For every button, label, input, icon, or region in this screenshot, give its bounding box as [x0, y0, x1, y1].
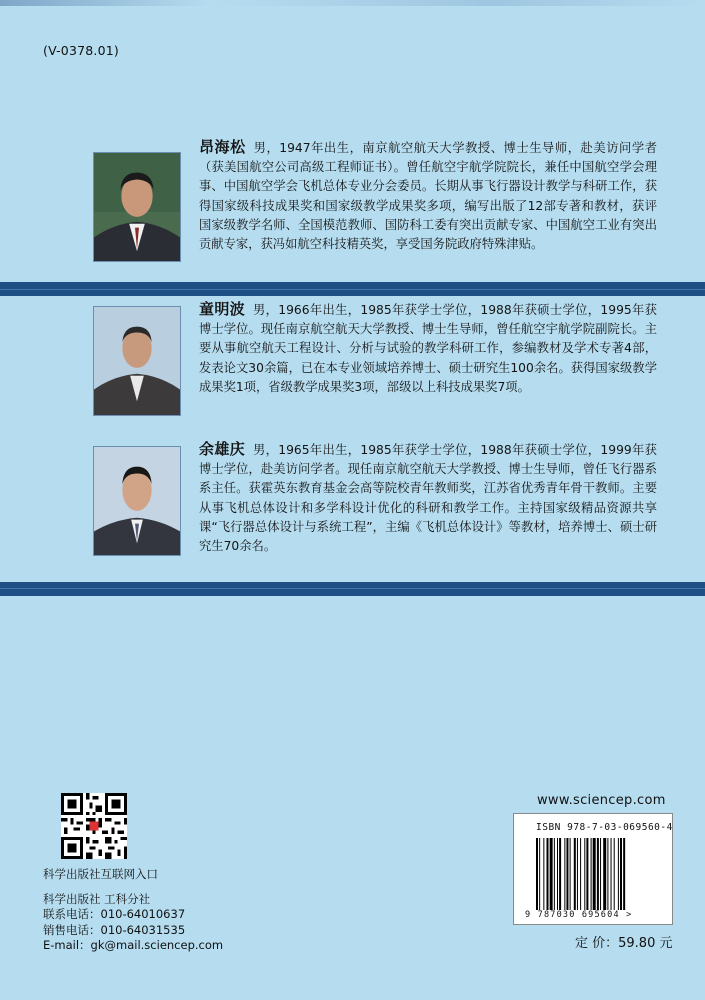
author-text-1: 男，1947年出生，南京航空航天大学教授、博士生导师，赴美访问学者（获美国航空公司高级工程师证书）。曾任航空宇航学院院长，兼任中国航空学会理事、中国航空学会飞机总体专业分会委员。长期从事飞行器设计教学与科研工作，获得国家级科技成果奖和国家级教学成果奖多项，编写出版了12部专著和教材，获评国家级教学名师、全国模范教师、国防科工委有突出贡献专家、中国航空工业有突出贡献专家，获冯如航空科技精英奖，享受国务院政府特殊津贴。 — [199, 141, 657, 252]
author-photo-3 — [93, 446, 181, 556]
barcode-digits: 9 787030 695604 > — [525, 910, 633, 920]
publisher-division: 科学出版社 工科分社 — [43, 892, 151, 906]
author-text-3: 男，1965年出生，1985年获学士学位，1988年获硕士学位，1999年获博士学位，赴美访问学者。现任南京航空航天大学教授、博士生导师，曾任飞行器系系主任。获霍英东教育基金会高等院校青年教师奖，江苏省优秀青年骨干教师。主要从事飞机总体设计和多学科设计优化的科研和教学工作。主持国家级精品资源共享课“飞行器总体设计与系统工程”，主编《飞机总体设计》等教材，培养博士、硕士研究生70余名。 — [199, 443, 657, 554]
isbn-barcode — [536, 838, 654, 910]
publisher-website[interactable]: www.sciencep.com — [537, 793, 666, 808]
qr-code[interactable] — [61, 793, 127, 859]
author-bio-2 — [199, 300, 657, 397]
isbn-text: ISBN 978-7-03-069560-4 — [536, 822, 673, 833]
publisher-email[interactable]: E-mail：gk@mail.sciencep.com — [43, 938, 224, 953]
author-name-3: 余雄庆 — [199, 440, 245, 458]
author-photo-2 — [93, 306, 181, 416]
sales-phone: 销售电话：010-64031535 — [43, 922, 186, 937]
author-name-2: 童明波 — [199, 300, 245, 318]
author-bio-3 — [199, 440, 657, 556]
band-divider-bottom — [0, 588, 705, 589]
contact-phone: 联系电话：010-64010637 — [43, 907, 186, 922]
qr-caption: 科学出版社互联网入口 — [43, 867, 158, 881]
publisher-info — [43, 892, 223, 954]
author-name-1: 昂海松 — [199, 138, 246, 156]
author-bio-1 — [199, 138, 657, 254]
band-divider-top — [0, 289, 705, 290]
catalog-code: (V-0378.01) — [43, 43, 119, 58]
price-label: 定 价：59.80 元 — [575, 936, 673, 951]
author-text-2: 男，1966年出生，1985年获学士学位，1988年获硕士学位，1995年获博士学位。现任南京航空航天大学教授、博士生导师，曾任航空宇航学院副院长。主要从事航空航天工程设计、分析与试验的教学科研工作，参编教材及学术专著4部，发表论文30余篇，已在本专业领域培养博士、硕士研究生100余名。获得国家级教学成果奖1项，省级教学成果奖3项，部级以上科技成果奖7项。 — [199, 303, 657, 394]
author-photo-1 — [93, 152, 181, 262]
top-stripe — [0, 0, 705, 6]
